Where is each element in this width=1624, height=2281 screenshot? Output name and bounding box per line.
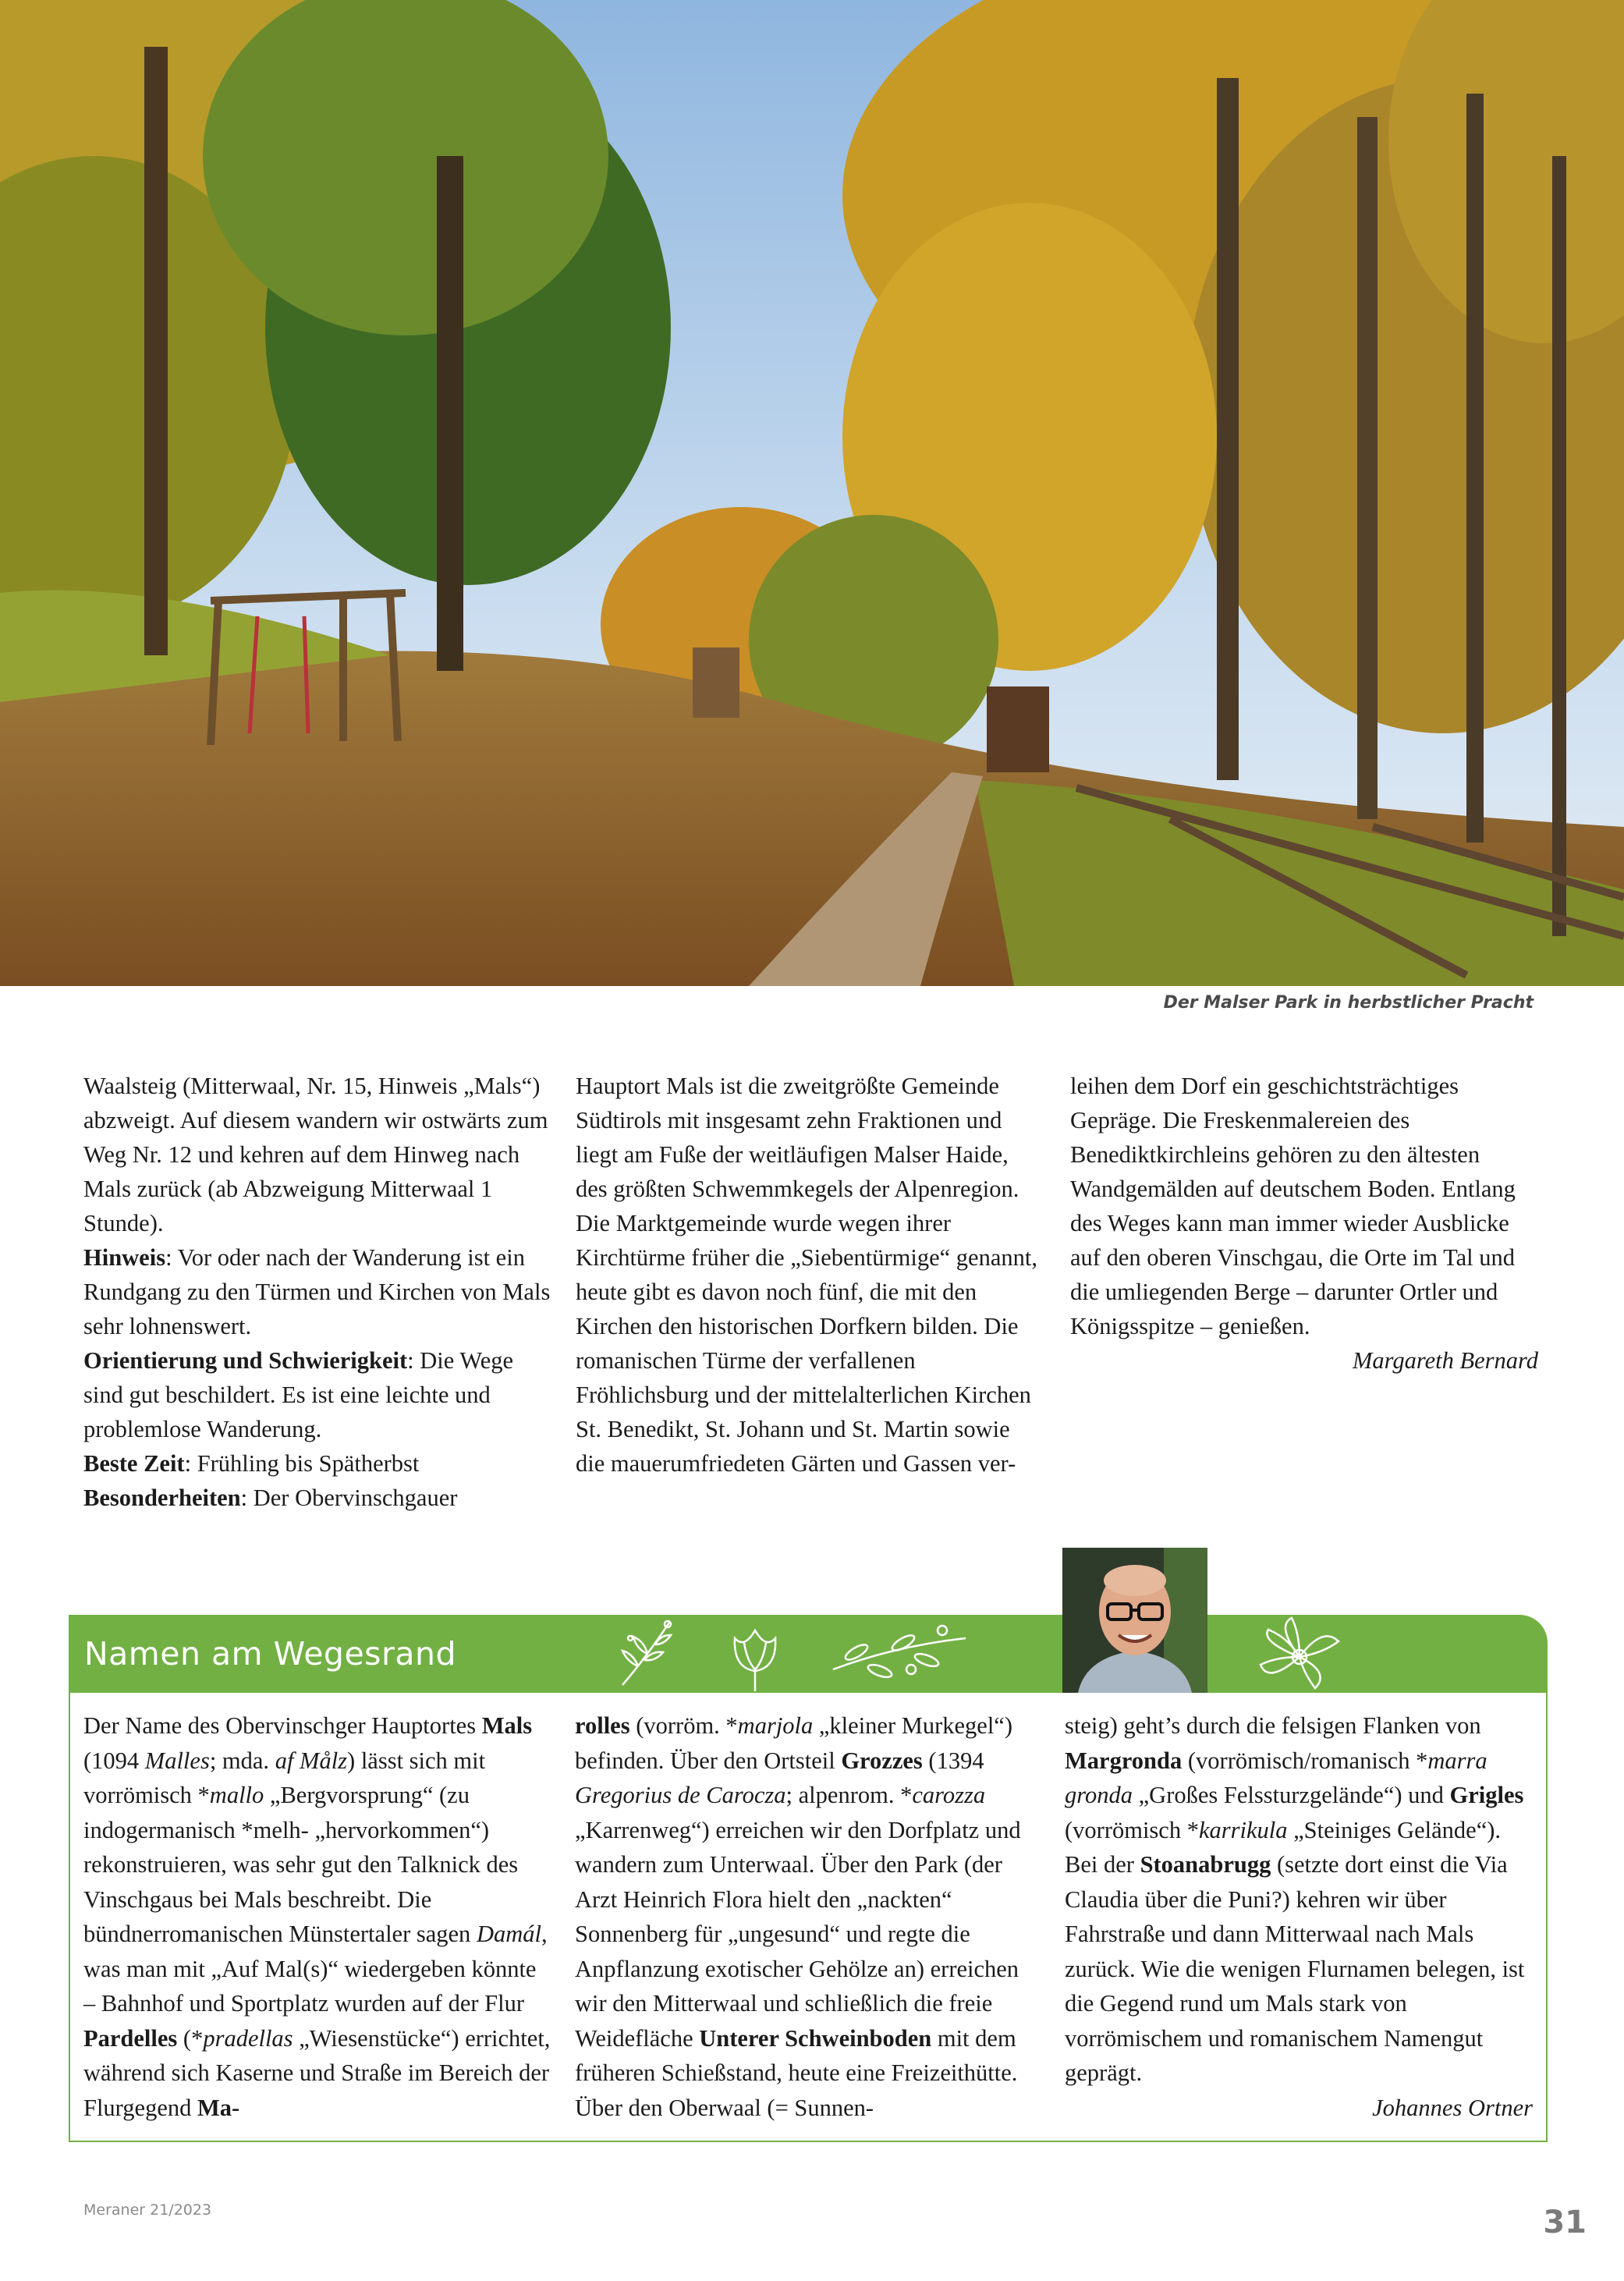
article-column-3 xyxy=(1070,1069,1538,1378)
box-text: rolles (vorröm. *marjola „kleiner Murkegel“) befinden. Über den Ortsteil Grozzes (1394 Gregorius de Carocza; alpenrom. *carozza „Karrenweg“) erreichen wir den Dorfplatz und wandern zum Unterwaal. Über den Park (der Arzt Heinrich Flora hielt den „nackten“ Sonnenberg für „ungesund“ und regte die Anpflanzung exotischer Gehölze an) erreichen wir den Mitterwaal und schließlich die freie Weidefläche Unterer Schweinboden mit dem früheren Schießstand, heute eine Freizeithütte. Über den Oberwaal (= Sunnen- xyxy=(575,1712,1021,2121)
magazine-issue: Meraner 21/2023 xyxy=(83,2201,212,2219)
article-column-1 xyxy=(83,1069,551,1515)
tulip-icon xyxy=(716,1615,794,1693)
box-column-3 xyxy=(1065,1708,1533,2125)
article-column-2 xyxy=(576,1069,1044,1481)
park-photo xyxy=(0,0,1624,986)
author-portrait xyxy=(1062,1548,1207,1693)
olive-branch-icon xyxy=(825,1615,973,1693)
article-text: Hauptort Mals ist die zweitgrößte Gemeinde Südtirols mit insgesamt zehn Fraktionen und liegt am Fuße der weitläufigen Malser Haide, des größten Schwemmkegels der Alpenregion. Die Marktgemeinde wurde wegen ihrer Kirchtürme früher die „Siebentürmige“ genannt, heute gibt es davon noch fünf, die mit den Kirchen den historischen Dorfkern bilden. Die romanischen Türme der verfallenen Fröhlichsburg und der mittelalterlichen Kirchen St. Benedikt, St. Johann und St. Martin sowie die mauerumfriedeten Gärten und Gassen ver- xyxy=(576,1073,1037,1477)
box-header xyxy=(69,1615,1548,1693)
poppy-flower-icon xyxy=(1245,1610,1354,1696)
box-text: steig) geht’s durch die felsigen Flanken von Margronda (vorrömisch/romanisch *marra gronda „Großes Felssturzgelände“) und Grigles (vorrömisch *karrikula „Steiniges Gelände“). Bei der Stoanabrugg (setzte dort einst die Via Claudia über die Puni?) kehren wir über Fahrstraße und dann Mitterwaal nach Mals zurück. Wie die wenigen Flurnamen belegen, ist die Gegend rund um Mals stark von vorrömischem und romanischem Namengut geprägt. xyxy=(1065,1712,1525,2086)
box-title: Namen am Wegesrand xyxy=(84,1635,457,1673)
photo-caption: Der Malser Park in herbstlicher Pracht xyxy=(1163,993,1534,1013)
box-column-1 xyxy=(83,1708,551,2125)
herb-sprig-icon xyxy=(607,1615,685,1693)
box-column-2 xyxy=(575,1708,1043,2125)
article-text: Waalsteig (Mitterwaal, Nr. 15, Hinweis „Mals“) abzweigt. Auf diesem wandern wir ostwärts zum Weg Nr. 12 und kehren auf dem Hinweg nach Mals zurück (ab Abzweigung Mitterwaal 1 Stunde). Hinweis: Vor oder nach der Wanderung ist ein Rundgang zu den Türmen und Kirchen von Mals sehr lohnenswert. Orientierung und Schwierigkeit: Die Wege sind gut beschildert. Es ist eine leichte und problemlose Wanderung. Beste Zeit: Frühling bis Spätherbst Besonderheiten: Der Obervinschgauer xyxy=(83,1073,551,1511)
box-author-signature: Johannes Ortner xyxy=(1372,2094,1533,2121)
article-text: leihen dem Dorf ein geschichtsträchtiges Gepräge. Die Freskenmalereien des Benediktkirchleins gehören zu den ältesten Wandgemälden auf deutschem Boden. Entlang des Weges kann man immer wieder Ausblicke auf den oberen Vinschgau, die Orte im Tal und die umliegenden Berge – darunter Ortler und Königsspitze – genießen. xyxy=(1070,1073,1516,1339)
author-signature: Margareth Bernard xyxy=(1352,1347,1538,1374)
page-number: 31 xyxy=(1543,2205,1587,2240)
box-text: Der Name des Obervinschger Hauptortes Mals (1094 Malles; mda. af Målz) lässt sich mit vorrömisch *mallo „Bergvorsprung“ (zu indogermanisch *melh- „hervorkommen“) rekonstruieren, was sehr gut den Talknick des Vinschgaus bei Mals beschreibt. Die bündnerromanischen Münstertaler sagen Damál, was man mit „Auf Mal(s)“ wiedergeben könnte – Bahnhof und Sportplatz wurden auf der Flur Pardelles (*pradellas „Wiesenstücke“) errichtet, während sich Kaserne und Straße im Bereich der Flurgegend Ma- xyxy=(83,1712,551,2121)
